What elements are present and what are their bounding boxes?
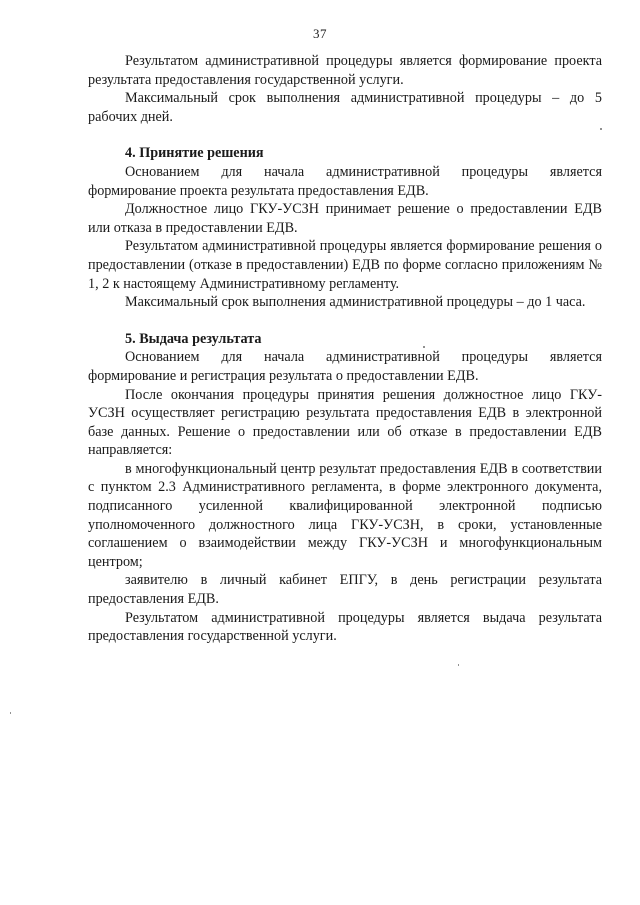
paragraph: Результатом административной процедуры является выдача результата предоставления государственной услуги. — [88, 609, 602, 645]
section-spacer — [88, 312, 602, 330]
section-spacer — [88, 126, 602, 144]
scan-speck — [423, 346, 425, 348]
paragraph: Основанием для начала административной процедуры является формирование и регистрация результата о предоставлении ЕДВ. — [88, 349, 602, 384]
paragraph: Максимальный срок выполнения административной процедуры – до 1 часа. — [125, 294, 586, 311]
section-heading-result-issuance: 5. Выдача результата — [125, 330, 262, 347]
scan-speck — [10, 712, 11, 714]
scan-speck — [600, 128, 602, 130]
paragraph: Результатом административной процедуры является формирование решения о предоставлении (отказе в предоставлении) ЕДВ по форме согласно приложениям № 1, 2 к настоящему Административному регламенту. — [88, 238, 602, 292]
paragraph: Результатом административной процедуры является формирование проекта результата предоставления государственной услуги. — [88, 53, 602, 88]
paragraph: заявителю в личный кабинет ЕПГУ, в день регистрации результата предоставления ЕДВ. — [88, 572, 602, 608]
paragraph: После окончания процедуры принятия решения должностное лицо ГКУ-УСЗН осуществляет регистрацию результата предоставления ЕДВ в электронной базе данных. Решение о предоставлении или об отказе в предоставлении ЕДВ направляется: — [88, 386, 602, 459]
paragraph: Максимальный срок выполнения административной процедуры – до 5 рабочих дней. — [88, 90, 602, 125]
paragraph: Основанием для начала административной процедуры является формирование проекта результата предоставления ЕДВ. — [88, 163, 602, 199]
page-number: 37 — [313, 26, 327, 41]
section-heading-decision: 4. Принятие решения — [125, 145, 264, 162]
document-body — [88, 52, 602, 646]
paragraph: Должностное лицо ГКУ-УСЗН принимает решение о предоставлении ЕДВ или отказа в предоставлении ЕДВ. — [88, 201, 602, 236]
paragraph: в многофункциональный центр результат предоставления ЕДВ в соответствии с пунктом 2.3 Административного регламента, в форме электронного документа, подписанного усиленной квалифицированной электронной подписью уполномоченного должностного лица ГКУ-УСЗН, в сроки, установленные соглашением о взаимодействии между ГКУ-УСЗН и многофункциональным центром; — [88, 460, 602, 570]
scan-speck — [458, 664, 459, 666]
